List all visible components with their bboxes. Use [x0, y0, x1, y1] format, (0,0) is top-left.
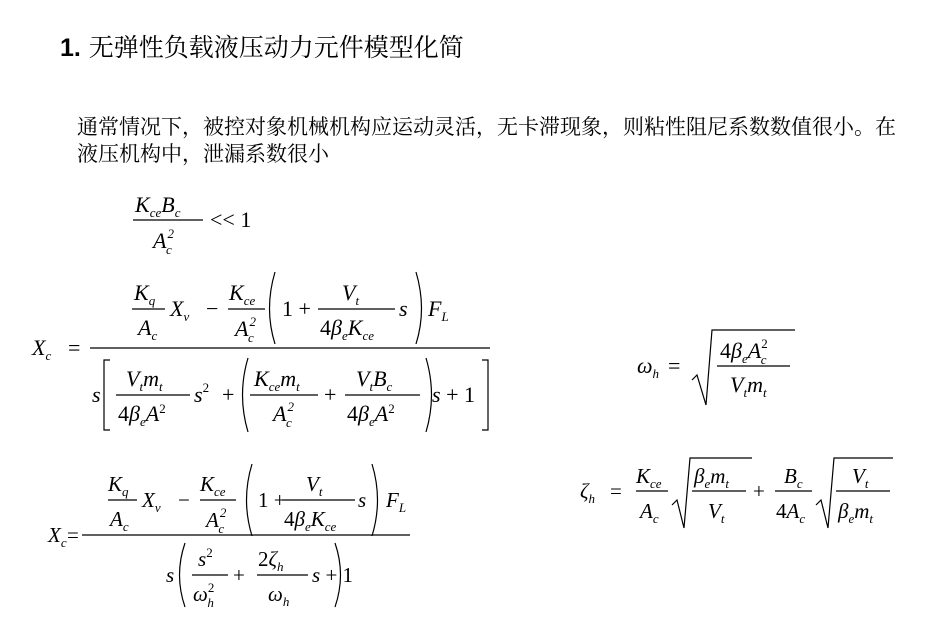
svg-text:=: = [67, 523, 79, 547]
svg-text:ωh: $\omega_h$ [268, 582, 290, 609]
svg-text:Xv: $X_v$ [142, 488, 161, 515]
svg-text:Kce: $K_{ce}$ [200, 472, 226, 499]
svg-text:Kce: $K_{ce}$ [229, 280, 256, 308]
svg-text:Xv: $X_v$ [170, 296, 190, 324]
xc-simplified-formula [47, 472, 406, 610]
svg-text:−: − [178, 488, 190, 512]
svg-text:s2: $s^2$ [194, 380, 210, 407]
omega-h-formula [637, 336, 768, 400]
svg-text:ζh: $\zeta_h$ [580, 479, 596, 506]
svg-text:2ζh: $2\zeta_h$ [258, 547, 284, 574]
svg-text:−: − [206, 296, 219, 321]
svg-text:=: = [668, 353, 681, 378]
svg-text:Kq: $K_q$ [108, 472, 129, 499]
svg-text:βemt: $\beta_em_t$ [838, 499, 874, 526]
svg-text:<< 1: << 1 [210, 207, 252, 232]
svg-text:s + 1: s + 1 [312, 563, 354, 587]
svg-text:Ac: $A_c$ [110, 507, 129, 534]
svg-text:KceBc: $K_{ce}B_c$ [135, 192, 181, 220]
title-number: 1. [60, 34, 81, 62]
svg-text:+: + [753, 479, 765, 503]
svg-text:Kce: $K_{ce}$ [636, 464, 662, 491]
svg-text:+: + [233, 563, 245, 587]
svg-text:A2c: $A^2$ c [206, 505, 227, 536]
svg-text:Vt: $V_t$ [342, 280, 360, 308]
svg-text:4Ac: $4A_c$ [776, 499, 806, 526]
svg-text:s + 1: s + 1 [432, 382, 475, 407]
svg-text:=: = [68, 335, 81, 360]
svg-text:A2c: $A^2$ c [153, 226, 174, 257]
svg-text:s: s [166, 563, 175, 587]
title-text: 无弹性负载液压动力元件模型化简 [80, 33, 464, 62]
svg-text:+: + [324, 382, 337, 407]
svg-text:Vt: $V_t$ [708, 499, 725, 526]
svg-text:1 +: 1 + [258, 488, 286, 512]
svg-text:Ac: $A_c$ [138, 315, 158, 343]
svg-text:Vtmt: $V_tm_t$ [730, 372, 767, 400]
svg-text:+: + [222, 382, 235, 407]
svg-text:ωh: $\omega_h$ [637, 353, 660, 381]
svg-text:FL: $F_L$ [386, 488, 407, 515]
svg-text:s: s [358, 488, 367, 512]
svg-text:ω2h: $\omega^2$ h [193, 580, 215, 610]
svg-text:Vt: $V_t$ [306, 472, 323, 499]
svg-text:Vt: $V_t$ [852, 464, 869, 491]
svg-text:1 +: 1 + [282, 296, 311, 321]
xc-full-formula [31, 280, 475, 430]
svg-text:A2c: $A^2$ c [235, 314, 256, 345]
svg-text:4βeA2c: $4\beta_eA^2$ c [720, 336, 768, 367]
svg-text:4βeA2: $4\beta_eA^2$ [347, 401, 395, 429]
svg-text:Xc: $X_c$ [32, 335, 52, 363]
svg-text:Kq: $K_q$ [134, 280, 156, 308]
svg-text:βemt: $\beta_em_t$ [694, 464, 730, 491]
svg-text:Ac: $A_c$ [640, 499, 659, 526]
condition-formula [134, 192, 251, 257]
svg-text:s2: $s^2$ [198, 545, 213, 571]
svg-text:4βeA2: $4\beta_eA^2$ [118, 401, 166, 429]
svg-text:A2c: $A^2$ c [273, 399, 294, 430]
svg-text:s: s [399, 296, 408, 321]
svg-text:4βeKce: $4\beta_eK_{ce}$ [320, 315, 374, 343]
svg-text:VtBc: $V_tB_c$ [356, 366, 393, 394]
svg-text:Kcemt: $K_{ce}m_t$ [254, 366, 300, 394]
svg-text:=: = [610, 479, 622, 503]
svg-text:s: s [92, 382, 101, 407]
svg-text:Vtmt: $V_tm_t$ [126, 366, 163, 394]
intro-paragraph: 通常情况下，被控对象机械机构应运动灵活，无卡滞现象，则粘性阻尼系数数值很小。在液压机构中，泄漏系数很小 [77, 115, 896, 166]
svg-text:Bc: $B_c$ [784, 464, 803, 491]
svg-text:FL: $F_L$ [428, 296, 449, 324]
svg-text:Xc: $X_c$ [48, 523, 67, 550]
svg-text:4βeKce: $4\beta_eK_{ce}$ [284, 507, 337, 534]
